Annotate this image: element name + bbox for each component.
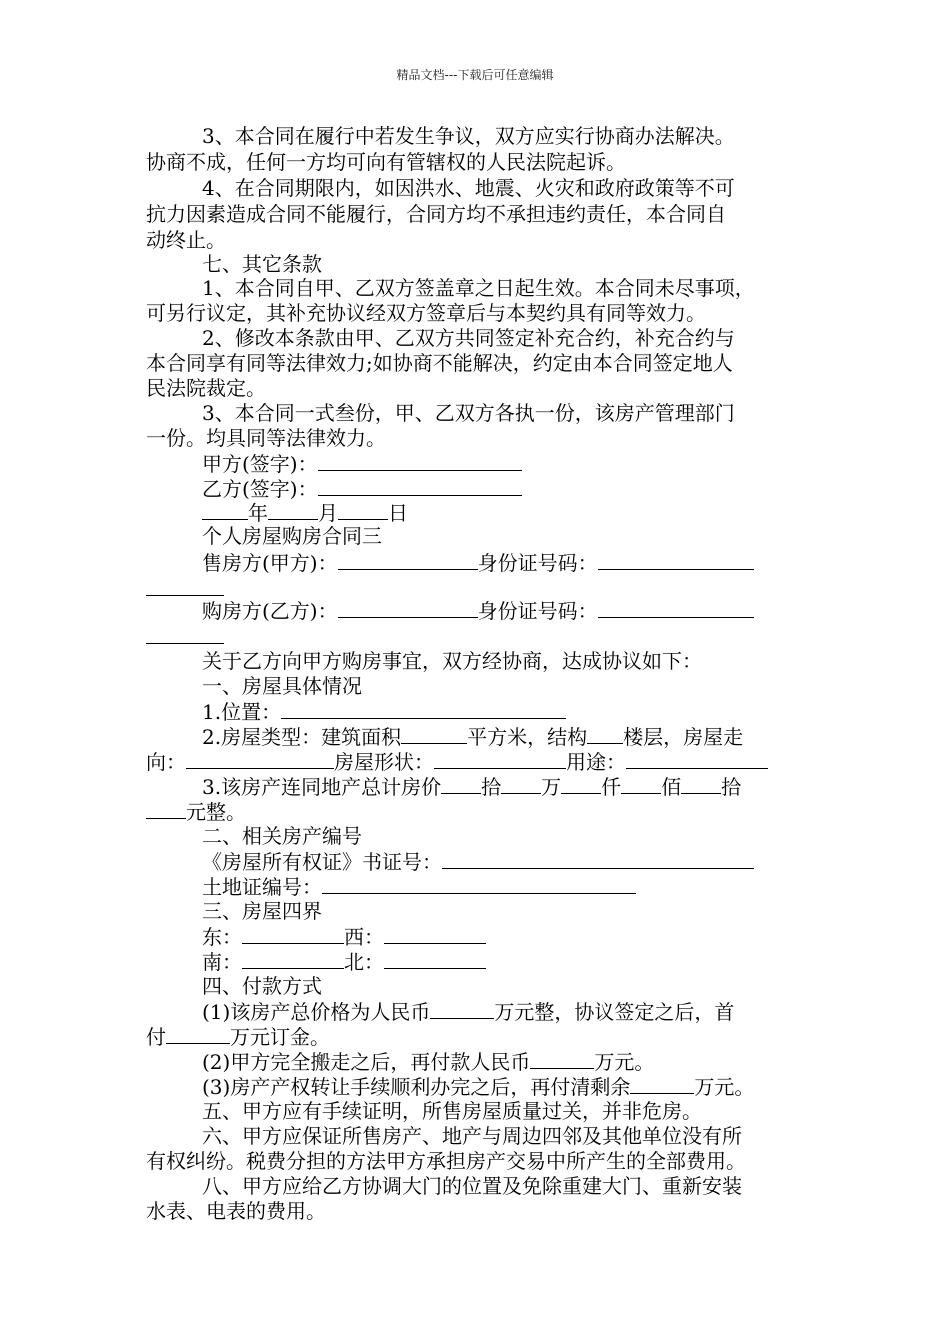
field-label: 用途： xyxy=(566,750,626,774)
field-label: 万元订金。 xyxy=(230,1025,330,1049)
paragraph-line: 3、本合同一式叁份，甲、乙双方各执一份，该房产管理部门 xyxy=(202,401,735,425)
blank-line xyxy=(626,749,768,769)
blank-line xyxy=(242,949,344,969)
blank-continuation xyxy=(146,624,224,648)
blank-line xyxy=(338,598,478,618)
buyer-line xyxy=(202,598,754,622)
paragraph-line: 4、在合同期限内，如因洪水、地震、火灾和政府政策等不可 xyxy=(202,176,735,200)
date-label: 年 xyxy=(248,501,268,525)
blank-line xyxy=(681,774,721,794)
paragraph-line: 五、甲方应有手续证明，所售房屋质量过关，并非危房。 xyxy=(202,1099,702,1123)
blank-line xyxy=(621,774,661,794)
price-line-cont xyxy=(146,799,246,823)
boundary-south-north xyxy=(202,949,486,973)
blank-line xyxy=(384,949,486,969)
paragraph-line: 关于乙方向甲方购房事宜，双方经协商，达成协议如下： xyxy=(202,649,702,673)
field-label: 北： xyxy=(344,950,384,974)
paragraph-line: 八、甲方应给乙方协调大门的位置及免除重建大门、重新安装 xyxy=(202,1174,742,1198)
blank-line xyxy=(166,1024,230,1044)
field-label: 佰 xyxy=(661,775,682,799)
field-label: 拾 xyxy=(481,775,502,799)
orientation-line xyxy=(146,749,768,773)
blank-line xyxy=(318,476,522,496)
field-label: 平方米，结构 xyxy=(467,725,588,749)
signature-line-party-a xyxy=(202,451,522,475)
field-label: 购房方(乙方)： xyxy=(202,599,338,623)
paragraph-line: 一份。均具同等法律效力。 xyxy=(146,426,386,450)
date-label: 日 xyxy=(388,501,408,525)
blank-line xyxy=(430,999,494,1019)
blank-line xyxy=(442,849,754,869)
field-label: 土地证编号： xyxy=(202,875,322,899)
page-header: 精品文档---下载后可任意编辑 xyxy=(396,68,554,82)
blank-line xyxy=(530,1049,594,1069)
blank-line xyxy=(146,799,186,819)
blank-line xyxy=(561,774,601,794)
field-label: 南： xyxy=(202,950,242,974)
paragraph-line: 3、本合同在履行中若发生争议，双方应实行协商办法解决。 xyxy=(202,124,735,148)
signature-label: 甲方(签字)： xyxy=(202,452,318,476)
date-label: 月 xyxy=(318,501,338,525)
field-label: 2.房屋类型：建筑面积 xyxy=(202,725,402,749)
field-label: (1)该房产总价格为人民币 xyxy=(202,1000,431,1024)
location-line xyxy=(202,699,566,723)
field-label: 身份证号码： xyxy=(477,551,598,575)
field-label: 身份证号码： xyxy=(477,599,598,623)
boundary-east-west xyxy=(202,924,486,948)
land-cert-line xyxy=(202,874,636,898)
blank-line xyxy=(242,924,344,944)
paragraph-line: 六、甲方应保证所售房产、地产与周边四邻及其他单位没有所 xyxy=(202,1124,742,1148)
blank-continuation xyxy=(146,576,224,600)
blank-line xyxy=(434,749,566,769)
paragraph-line: 民法院裁定。 xyxy=(146,376,266,400)
blank-line xyxy=(186,749,334,769)
signature-label: 乙方(签字)： xyxy=(202,477,318,501)
paragraph-line: 水表、电表的费用。 xyxy=(146,1199,326,1223)
paragraph-line: 有权纠纷。税费分担的方法甲方承担房产交易中所产生的全部费用。 xyxy=(146,1149,746,1173)
section-heading: 三、房屋四界 xyxy=(202,899,322,923)
field-label: 售房方(甲方)： xyxy=(202,551,338,575)
blank-line xyxy=(501,774,541,794)
blank-line xyxy=(598,550,754,570)
field-label: 西： xyxy=(344,925,384,949)
blank-line xyxy=(401,724,467,744)
field-label: 《房屋所有权证》书证号： xyxy=(202,850,442,874)
seller-line xyxy=(202,550,754,574)
field-label: 万元。 xyxy=(694,1075,755,1099)
section-heading: 七、其它条款 xyxy=(202,252,322,276)
blank-line xyxy=(338,500,388,520)
blank-line xyxy=(268,500,318,520)
blank-line xyxy=(441,774,481,794)
field-label: 1.位置： xyxy=(202,700,282,724)
field-label: 向： xyxy=(146,750,186,774)
field-label: (3)房产产权转让手续顺利办完之后，再付清剩余 xyxy=(202,1075,631,1099)
blank-line xyxy=(338,550,478,570)
paragraph-line: 协商不成，任何一方均可向有管辖权的人民法院起诉。 xyxy=(146,150,626,174)
payment-line-1 xyxy=(202,999,734,1023)
field-label: 仟 xyxy=(601,775,622,799)
field-label: 东： xyxy=(202,925,242,949)
payment-line-1-cont xyxy=(146,1024,330,1048)
field-label: 元整。 xyxy=(186,800,246,824)
blank-line xyxy=(630,1074,694,1094)
field-label: 楼层，房屋走 xyxy=(623,725,744,749)
field-label: 付 xyxy=(146,1025,166,1049)
field-label: 万 xyxy=(541,775,562,799)
blank-line xyxy=(146,576,224,596)
blank-line xyxy=(281,699,566,719)
paragraph-line: 1、本合同自甲、乙双方签盖章之日起生效。本合同未尽事项， xyxy=(202,276,755,300)
paragraph-line: 2、修改本条款由甲、乙双方共同签定补充合约，补充合约与 xyxy=(202,326,735,350)
blank-line xyxy=(384,924,486,944)
section-heading: 一、房屋具体情况 xyxy=(202,674,362,698)
section-heading: 二、相关房产编号 xyxy=(202,824,362,848)
certificate-line xyxy=(202,849,754,873)
signature-line-party-b xyxy=(202,476,522,500)
field-label: 万元整，协议签定之后，首 xyxy=(494,1000,735,1024)
blank-line xyxy=(318,451,522,471)
contract-title: 个人房屋购房合同三 xyxy=(202,524,382,548)
price-line xyxy=(202,774,741,798)
paragraph-line: 抗力因素造成合同不能履行，合同方均不承担违约责任，本合同自 xyxy=(146,202,726,226)
field-label: 万元。 xyxy=(594,1050,655,1074)
paragraph-line: 本合同享有同等法律效力;如协商不能解决，约定由本合同签定地人 xyxy=(146,351,733,375)
field-label: 3.该房产连同地产总计房价 xyxy=(202,775,442,799)
paragraph-line: 动终止。 xyxy=(146,228,226,252)
payment-line-3 xyxy=(202,1074,754,1098)
blank-line xyxy=(598,598,754,618)
field-label: 房屋形状： xyxy=(334,750,434,774)
blank-line xyxy=(202,500,248,520)
date-line xyxy=(202,500,408,524)
blank-line xyxy=(322,874,636,894)
field-label: (2)甲方完全搬走之后，再付款人民币 xyxy=(202,1050,531,1074)
section-heading: 四、付款方式 xyxy=(202,974,322,998)
field-label: 拾 xyxy=(721,775,742,799)
paragraph-line: 可另行议定，其补充协议经双方签章后与本契约具有同等效力。 xyxy=(146,301,706,325)
blank-line xyxy=(146,624,224,644)
house-type-line xyxy=(202,724,743,748)
blank-line xyxy=(587,724,623,744)
payment-line-2 xyxy=(202,1049,654,1073)
